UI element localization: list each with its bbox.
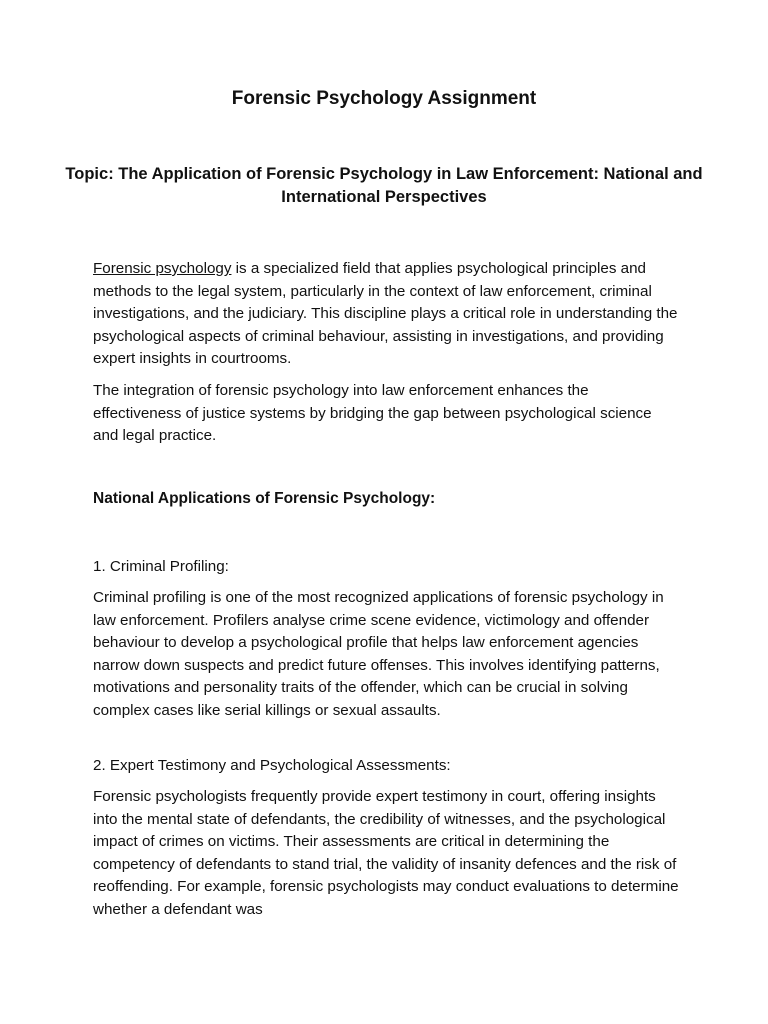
expert-testimony-paragraph: Forensic psychologists frequently provide expert testimony in court, offering insights into the mental state of defendants, the credibility of witnesses, and the psychological impact of crimes on victims. Their assessments are critical in determining the competency of defendants to stand trial, the validity of insanity defences and the risk of reoffending. For example, forensic psychologists may conduct evaluations to determine whether a defendant was [93, 788, 679, 918]
subsection-title-expert-testimony: 2. Expert Testimony and Psychological Assessments: [93, 757, 451, 774]
criminal-profiling-paragraph: Criminal profiling is one of the most recognized applications of forensic psychology in law enforcement. Profilers analyse crime scene evidence, victimology and offender behaviour to develop a psychological profile that helps law enforcement agencies narrow down suspects and predict future offenses. This involves identifying patterns, motivations and personality traits of the offender, which can be crucial in solving complex cases like serial killings or sexual assaults. [93, 589, 664, 719]
intro-paragraph-text: is a specialized field that applies psychological principles and methods to the legal system, particularly in the context of law enforcement, criminal investigations, and the judiciary. This discipline plays a critical role in understanding the psychological aspects of criminal behaviour, assisting in investigations, and providing expert insights in courtrooms. [93, 260, 678, 367]
section-heading-national: National Applications of Forensic Psychology: [93, 490, 436, 507]
subsection-title-criminal-profiling: 1. Criminal Profiling: [93, 558, 229, 575]
forensic-psychology-link[interactable]: Forensic psychology [93, 260, 232, 277]
integration-paragraph: The integration of forensic psychology into law enforcement enhances the effectiveness of justice systems by bridging the gap between psychological science and legal practice. [93, 382, 652, 444]
document-title: Forensic Psychology Assignment [231, 88, 537, 109]
document-topic: Topic: The Application of Forensic Psychology in Law Enforcement: National and International Perspectives [65, 165, 703, 206]
intro-paragraph [93, 258, 679, 371]
